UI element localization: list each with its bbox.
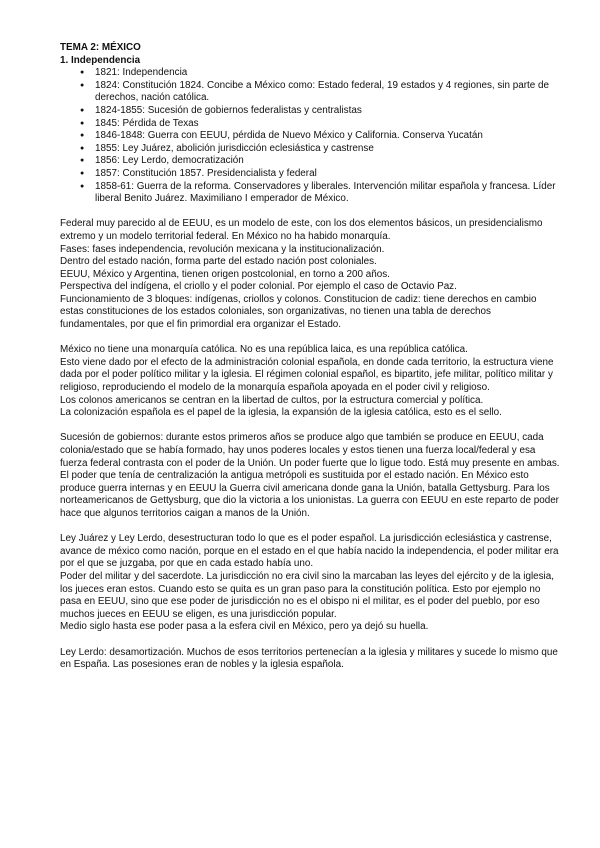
paragraph: Poder del militar y del sacerdote. La jurisdicción no era civil sino la marcaban las leyes del ejército y de la iglesia, los jueces eran estos. Cuando esto se quita es un gran paso para la constitución política. Esto por ejemplo no pasa en EEUU, sino que ese poder de jurisdicción no es el obispo ni el militar, es el poder del pueblo, por eso muchos jueces en EEUU se eligen, es una jurisdicción popular.: [60, 570, 554, 620]
list-item: ● 1824: Constitución 1824. Concibe a México como: Estado federal, 19 estados y 4 regiones, sin parte de derechos, nación católica.: [80, 80, 560, 105]
spacer: [60, 206, 560, 219]
paragraph: Sucesión de gobiernos: durante estos primeros años se produce algo que también se produce en EEUU, cada colonia/estado que se había formado, hay unos poderes locales y estos tienen una fuerza local/federal y esa fuerza federal contrasta con el poder de la Unión. Un poder fuerte que lo ligue todo. Está muy presente en ambas. El poder que tenía de centralización la antigua metrópoli es sustituida por el estado nación. En México esto produce guerra internas y en EEUU la Guerra civil americana donde gana la Unión, batalla Gettysburg. Para los norteamericanos de Gettysburg, que dio la victoria a los unionistas. La guerra con EEUU en este reparto de poder hace que algunos territorios caigan a manos de la Unión.: [60, 432, 560, 519]
list-item: ● 1855: Ley Juárez, abolición jurisdicción eclesiástica y castrense: [80, 143, 560, 156]
list-item: ● 1821: Independencia: [80, 67, 560, 80]
spacer: [60, 420, 560, 433]
paragraph: Funcionamiento de 3 bloques: indígenas, criollos y colonos. Constitucion de cadiz: tiene derechos en cambio estas constituciones de los estados coloniales, son organizativas, no tienen una tabla de derechos fundamentales, por que el fin primordial era organizar el Estado.: [60, 293, 537, 331]
spacer: [60, 332, 560, 345]
paragraph: EEUU, México y Argentina, tienen origen postcolonial, en torno a 200 años.: [60, 268, 390, 280]
document-title: TEMA 2: MÉXICO: [60, 42, 141, 53]
paragraph: Perspectiva del indígena, el criollo y el poder colonial. Por ejemplo el caso de Octavio Paz.: [60, 281, 457, 293]
events-list: [60, 67, 560, 206]
paragraph-block-ley-juarez: [60, 533, 560, 634]
list-item: ● 1856: Ley Lerdo, democratización: [80, 155, 560, 168]
section-heading: 1. Independencia: [60, 54, 141, 66]
paragraph: Ley Juárez y Ley Lerdo, desestructuran todo lo que es el poder español. La jurisdicción eclesiástica y castrense, avance de méxico como nación, porque en el estado en el que había nacido la independencia, el poder militar era por el que se juzgaba, por que en cada estado había uno.: [60, 533, 559, 570]
paragraph: La colonización española es el papel de la iglesia, la expansión de la iglesia católica, esto es el sello.: [60, 407, 502, 419]
paragraph: México no tiene una monarquía católica. No es una república laica, es una república católica.: [60, 344, 468, 356]
paragraph: Medio siglo hasta ese poder pasa a la esfera civil en México, pero ya dejó su huella.: [60, 621, 429, 633]
paragraph: Dentro del estado nación, forma parte del estado nación post coloniales.: [60, 256, 377, 268]
paragraph: Los colonos americanos se centran en la libertad de cultos, por la estructura comercial y política.: [60, 394, 484, 406]
paragraph: Federal muy parecido al de EEUU, es un modelo de este, con los dos elementos básicos, un presidencialismo extremo y un modelo territorial federal. En México no ha habido monarquía.: [60, 218, 543, 242]
spacer: [60, 634, 560, 647]
paragraph: Fases: fases independencia, revolución mexicana y la institucionalización.: [60, 243, 385, 255]
list-item: ● 1824-1855: Sucesión de gobiernos federalistas y centralistas: [80, 105, 560, 118]
paragraph-block-gobiernos: [60, 432, 560, 520]
paragraph: Ley Lerdo: desamortización. Muchos de esos territorios pertenecían a la iglesia y militares y sucede lo mismo que en España. Las posesiones eran de nobles y la iglesia española.: [60, 646, 558, 671]
paragraph-block-monarquia: [60, 344, 560, 420]
list-item: ● 1858-61: Guerra de la reforma. Conservadores y liberales. Intervención militar española y francesa. Líder liberal Benito Juárez. Maximiliano I emperador de México.: [80, 181, 560, 206]
paragraph-block-federal: [60, 218, 560, 331]
paragraph-block-ley-lerdo: [60, 647, 560, 672]
paragraph: Esto viene dado por el efecto de la administración colonial española, en donde cada territorio, la estructura viene dada por el poder político militar y la iglesia. El régimen colonial español, es bipartito, jefe militar, político militar y religioso, reproduciendo el modelo de la monarquía española apoyada en el poder civil y religioso.: [60, 356, 554, 394]
spacer: [60, 521, 560, 534]
list-item: ● 1846-1848: Guerra con EEUU, pérdida de Nuevo México y California. Conserva Yucatán: [80, 130, 560, 143]
list-item: ● 1857: Constitución 1857. Presidencialista y federal: [80, 168, 560, 181]
list-item: ● 1845: Pérdida de Texas: [80, 118, 560, 131]
